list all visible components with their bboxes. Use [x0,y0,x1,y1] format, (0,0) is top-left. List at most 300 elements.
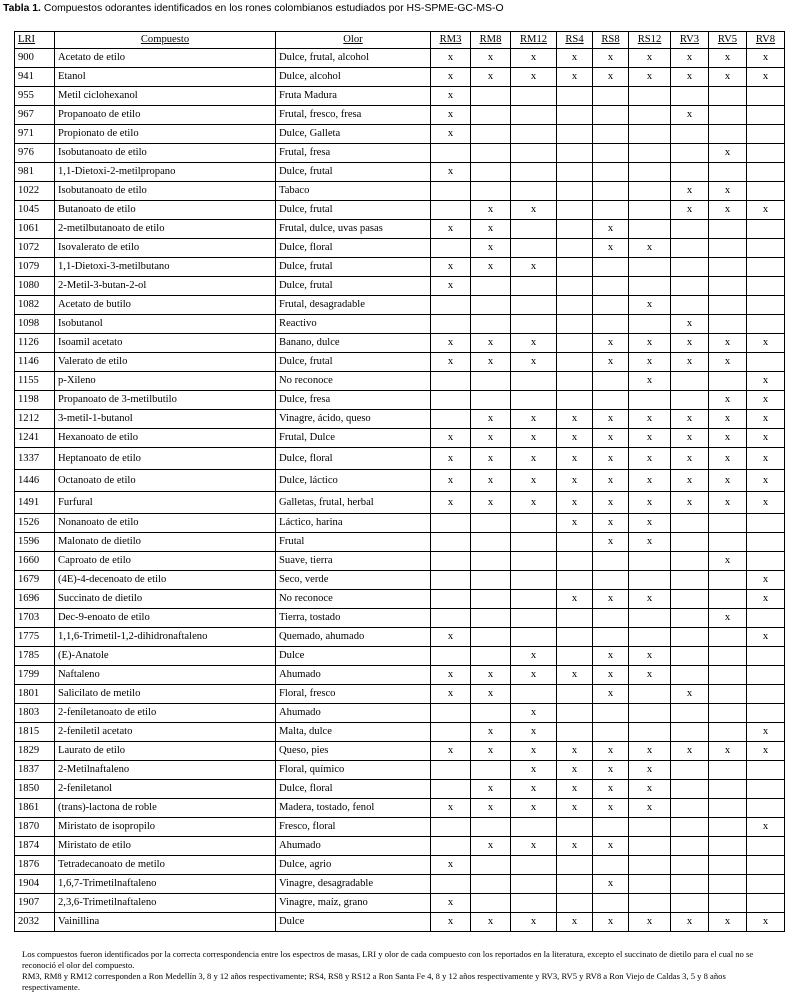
sample-rm8-cell [471,514,511,533]
lri-cell: 1337 [15,448,55,470]
sample-rs8-cell [593,296,629,315]
sample-rv3-cell: x [671,913,709,932]
compound-name-cell: Tetradecanoato de metilo [55,856,276,875]
sample-rv5-cell: x [709,410,747,429]
compound-name-cell: 2-feniletanol [55,780,276,799]
col-header-olor: Olor [276,32,431,49]
sample-rm3-cell [431,780,471,799]
table-row [15,258,785,277]
sample-rv3-cell [671,704,709,723]
sample-rm12-cell [511,552,557,571]
sample-rs4-cell: x [557,470,593,492]
sample-rs4-cell [557,353,593,372]
sample-rs4-cell: x [557,429,593,448]
lri-cell: 1126 [15,334,55,353]
sample-rv3-cell [671,780,709,799]
sample-rs8-cell [593,201,629,220]
sample-rs12-cell: x [629,470,671,492]
sample-rm3-cell [431,315,471,334]
odor-cell: Dulce, floral [276,448,431,470]
sample-rv5-cell [709,87,747,106]
sample-rm3-cell: x [431,87,471,106]
sample-rs12-cell [629,894,671,913]
compound-name-cell: Isobutanoato de etilo [55,144,276,163]
lri-cell: 1080 [15,277,55,296]
sample-rv8-cell [747,780,785,799]
compound-name-cell: Isovalerato de etilo [55,239,276,258]
table-row [15,410,785,429]
sample-rs4-cell [557,628,593,647]
sample-rm3-cell [431,571,471,590]
lri-cell: 1061 [15,220,55,239]
sample-rm3-cell [431,514,471,533]
sample-rm3-cell: x [431,856,471,875]
table-row [15,353,785,372]
sample-rv5-cell: x [709,391,747,410]
sample-rs12-cell: x [629,68,671,87]
sample-rv3-cell: x [671,106,709,125]
sample-rm3-cell: x [431,353,471,372]
lri-cell: 1870 [15,818,55,837]
sample-rv8-cell [747,761,785,780]
sample-rv8-cell [747,125,785,144]
lri-cell: 1098 [15,315,55,334]
table-row [15,647,785,666]
sample-rv3-cell: x [671,492,709,514]
sample-rs12-cell [629,685,671,704]
sample-rs8-cell [593,125,629,144]
sample-rm8-cell [471,552,511,571]
sample-rs12-cell [629,125,671,144]
sample-rv8-cell [747,856,785,875]
sample-rm8-cell: x [471,837,511,856]
sample-rv5-cell [709,894,747,913]
sample-rs8-cell [593,106,629,125]
table-row [15,818,785,837]
compound-name-cell: Heptanoato de etilo [55,448,276,470]
sample-rv3-cell [671,372,709,391]
sample-rv3-cell [671,723,709,742]
sample-rv3-cell: x [671,315,709,334]
sample-rm8-cell: x [471,49,511,68]
sample-rs12-cell: x [629,761,671,780]
sample-rv3-cell: x [671,685,709,704]
compound-name-cell: Valerato de etilo [55,353,276,372]
odor-cell: Láctico, harina [276,514,431,533]
sample-rs12-cell [629,704,671,723]
sample-rm3-cell [431,239,471,258]
table-row [15,144,785,163]
sample-rm8-cell [471,533,511,552]
sample-rs8-cell: x [593,780,629,799]
table-row [15,571,785,590]
sample-rs8-cell: x [593,647,629,666]
odor-cell: Galletas, frutal, herbal [276,492,431,514]
sample-rm12-cell [511,239,557,258]
sample-rs4-cell: x [557,590,593,609]
sample-rs4-cell [557,201,593,220]
table-row [15,87,785,106]
lri-cell: 1904 [15,875,55,894]
col-header-rv5: RV5 [709,32,747,49]
sample-rm12-cell: x [511,913,557,932]
compound-name-cell: Propionato de etilo [55,125,276,144]
sample-rv3-cell [671,628,709,647]
sample-rm8-cell: x [471,334,511,353]
compound-name-cell: Isobutanol [55,315,276,334]
sample-rs4-cell [557,704,593,723]
sample-rv8-cell: x [747,68,785,87]
table-row [15,514,785,533]
sample-rm12-cell [511,685,557,704]
sample-rv5-cell [709,647,747,666]
lri-cell: 1837 [15,761,55,780]
lri-cell: 1874 [15,837,55,856]
sample-rs8-cell: x [593,761,629,780]
sample-rv8-cell [747,182,785,201]
sample-rs4-cell [557,258,593,277]
sample-rm8-cell [471,647,511,666]
sample-rm8-cell: x [471,913,511,932]
sample-rv8-cell [747,704,785,723]
sample-rv3-cell [671,894,709,913]
lri-cell: 1799 [15,666,55,685]
sample-rv8-cell [747,685,785,704]
odor-cell: Dulce [276,913,431,932]
sample-rv3-cell [671,818,709,837]
sample-rv5-cell: x [709,144,747,163]
compound-name-cell: (trans)-lactona de roble [55,799,276,818]
compound-name-cell: 2-Metil-3-butan-2-ol [55,277,276,296]
sample-rs8-cell [593,391,629,410]
sample-rm3-cell [431,647,471,666]
sample-rs8-cell [593,894,629,913]
sample-rv8-cell [747,87,785,106]
sample-rs8-cell [593,258,629,277]
lri-cell: 1045 [15,201,55,220]
sample-rm12-cell: x [511,780,557,799]
table-row [15,837,785,856]
sample-rm3-cell: x [431,666,471,685]
sample-rv8-cell [747,533,785,552]
sample-rm3-cell [431,372,471,391]
lri-cell: 1876 [15,856,55,875]
sample-rv3-cell [671,647,709,666]
sample-rm3-cell: x [431,628,471,647]
sample-rs8-cell: x [593,666,629,685]
table-body [15,49,785,932]
sample-rm12-cell [511,628,557,647]
compound-name-cell: 2-metilbutanoato de etilo [55,220,276,239]
sample-rs4-cell: x [557,49,593,68]
sample-rv5-cell [709,875,747,894]
odor-cell: Frutal [276,533,431,552]
sample-rv3-cell [671,220,709,239]
table-row [15,799,785,818]
lri-cell: 1829 [15,742,55,761]
sample-rv8-cell [747,514,785,533]
sample-rs8-cell [593,182,629,201]
sample-rv5-cell [709,163,747,182]
sample-rm3-cell: x [431,470,471,492]
sample-rs8-cell: x [593,837,629,856]
lri-cell: 1596 [15,533,55,552]
sample-rm8-cell [471,856,511,875]
sample-rv8-cell: x [747,628,785,647]
sample-rv5-cell: x [709,201,747,220]
sample-rv8-cell: x [747,372,785,391]
sample-rv5-cell [709,315,747,334]
sample-rm12-cell: x [511,410,557,429]
sample-rs8-cell [593,628,629,647]
sample-rv5-cell [709,372,747,391]
lri-cell: 1446 [15,470,55,492]
table-row [15,590,785,609]
odor-cell: Dulce, frutal, alcohol [276,49,431,68]
odor-cell: Floral, químico [276,761,431,780]
sample-rv5-cell: x [709,492,747,514]
sample-rv3-cell: x [671,68,709,87]
sample-rs12-cell: x [629,647,671,666]
sample-rv5-cell: x [709,334,747,353]
compound-name-cell: 1,1-Dietoxi-2-metilpropano [55,163,276,182]
sample-rm3-cell: x [431,913,471,932]
sample-rs4-cell [557,125,593,144]
sample-rm12-cell [511,163,557,182]
sample-rv8-cell [747,837,785,856]
sample-rs4-cell [557,220,593,239]
sample-rs12-cell [629,87,671,106]
lri-cell: 971 [15,125,55,144]
sample-rm12-cell [511,875,557,894]
sample-rm3-cell: x [431,492,471,514]
table-row [15,372,785,391]
sample-rs12-cell [629,391,671,410]
odor-cell: Vinagre, desagradable [276,875,431,894]
table-row [15,125,785,144]
sample-rv3-cell [671,799,709,818]
sample-rm12-cell: x [511,258,557,277]
table-title [3,3,504,14]
odor-cell: Dulce, láctico [276,470,431,492]
table-row [15,628,785,647]
sample-rv8-cell [747,106,785,125]
sample-rm12-cell [511,372,557,391]
sample-rm12-cell [511,609,557,628]
lri-cell: 1907 [15,894,55,913]
lri-cell: 1803 [15,704,55,723]
sample-rm8-cell [471,296,511,315]
sample-rm12-cell [511,818,557,837]
sample-rm3-cell: x [431,106,471,125]
sample-rv8-cell [747,239,785,258]
sample-rs4-cell: x [557,780,593,799]
lri-cell: 967 [15,106,55,125]
lri-cell: 1850 [15,780,55,799]
table-footnotes [22,949,782,993]
sample-rv3-cell [671,87,709,106]
odor-cell: Ahumado [276,704,431,723]
sample-rm3-cell: x [431,742,471,761]
sample-rm8-cell [471,277,511,296]
table-row [15,182,785,201]
sample-rv3-cell: x [671,49,709,68]
sample-rv5-cell [709,571,747,590]
lri-cell: 1212 [15,410,55,429]
sample-rm3-cell: x [431,68,471,87]
sample-rs4-cell [557,571,593,590]
sample-rm12-cell: x [511,723,557,742]
odor-cell: Tabaco [276,182,431,201]
compound-name-cell: Miristato de isopropilo [55,818,276,837]
lri-cell: 900 [15,49,55,68]
sample-rv8-cell: x [747,201,785,220]
sample-rs8-cell [593,315,629,334]
sample-rm8-cell: x [471,220,511,239]
col-header-rv3: RV3 [671,32,709,49]
lri-cell: 976 [15,144,55,163]
lri-cell: 1801 [15,685,55,704]
sample-rm8-cell: x [471,429,511,448]
sample-rm8-cell: x [471,258,511,277]
sample-rs8-cell [593,372,629,391]
sample-rs12-cell [629,106,671,125]
table-row [15,334,785,353]
table-row [15,875,785,894]
sample-rm12-cell: x [511,742,557,761]
sample-rv3-cell [671,296,709,315]
sample-rm8-cell [471,609,511,628]
sample-rv3-cell: x [671,182,709,201]
sample-rm12-cell: x [511,492,557,514]
table-row [15,780,785,799]
lri-cell: 1022 [15,182,55,201]
sample-rs4-cell [557,163,593,182]
sample-rm12-cell [511,277,557,296]
table-row [15,533,785,552]
sample-rv3-cell: x [671,353,709,372]
sample-rv3-cell: x [671,334,709,353]
sample-rm8-cell: x [471,492,511,514]
col-header-rs8: RS8 [593,32,629,49]
sample-rv5-cell [709,761,747,780]
sample-rv3-cell [671,239,709,258]
sample-rv8-cell: x [747,818,785,837]
lri-cell: 1696 [15,590,55,609]
odor-cell: Ahumado [276,837,431,856]
sample-rs8-cell: x [593,799,629,818]
sample-rs4-cell: x [557,837,593,856]
sample-rm8-cell [471,144,511,163]
sample-rv5-cell [709,628,747,647]
sample-rm12-cell: x [511,49,557,68]
sample-rs8-cell [593,609,629,628]
sample-rs4-cell: x [557,666,593,685]
sample-rs12-cell [629,818,671,837]
col-header-compuesto: Compuesto [55,32,276,49]
sample-rs4-cell [557,106,593,125]
sample-rv8-cell: x [747,492,785,514]
sample-rs12-cell [629,609,671,628]
sample-rm8-cell: x [471,68,511,87]
table-row [15,704,785,723]
sample-rm3-cell: x [431,163,471,182]
table-row [15,492,785,514]
table-row [15,391,785,410]
sample-rm3-cell: x [431,448,471,470]
compound-name-cell: Nonanoato de etilo [55,514,276,533]
sample-rm8-cell [471,875,511,894]
sample-rv5-cell: x [709,182,747,201]
sample-rm8-cell [471,818,511,837]
sample-rv8-cell: x [747,49,785,68]
sample-rm3-cell [431,818,471,837]
compound-name-cell: Acetato de butilo [55,296,276,315]
sample-rs12-cell: x [629,533,671,552]
sample-rs8-cell [593,144,629,163]
col-header-rm12: RM12 [511,32,557,49]
compound-name-cell: 2,3,6-Trimetilnaftaleno [55,894,276,913]
sample-rm12-cell: x [511,334,557,353]
sample-rv3-cell [671,391,709,410]
sample-rv8-cell [747,552,785,571]
sample-rs8-cell: x [593,514,629,533]
sample-rv3-cell: x [671,429,709,448]
sample-rs12-cell: x [629,913,671,932]
sample-rv5-cell [709,239,747,258]
sample-rs12-cell [629,856,671,875]
sample-rv3-cell: x [671,742,709,761]
sample-rm8-cell [471,704,511,723]
sample-rs4-cell [557,391,593,410]
odor-cell: Tierra, tostado [276,609,431,628]
sample-rm8-cell: x [471,410,511,429]
odor-cell: Dulce, agrio [276,856,431,875]
odor-cell: Ahumado [276,666,431,685]
sample-rm3-cell: x [431,334,471,353]
compounds-table [14,31,785,932]
sample-rm3-cell: x [431,220,471,239]
sample-rs4-cell [557,685,593,704]
sample-rs8-cell: x [593,533,629,552]
sample-rm12-cell [511,391,557,410]
sample-rs8-cell: x [593,492,629,514]
odor-cell: Dulce, frutal [276,163,431,182]
sample-rv8-cell: x [747,334,785,353]
odor-cell: Floral, fresco [276,685,431,704]
sample-rv3-cell: x [671,201,709,220]
compound-name-cell: Miristato de etilo [55,837,276,856]
sample-rs4-cell [557,818,593,837]
odor-cell: Quemado, ahumado [276,628,431,647]
compound-name-cell: 2-feniletil acetato [55,723,276,742]
sample-rm8-cell: x [471,666,511,685]
sample-rm3-cell: x [431,125,471,144]
sample-rv5-cell: x [709,429,747,448]
compound-name-cell: 3-metil-1-butanol [55,410,276,429]
lri-cell: 1198 [15,391,55,410]
sample-rs12-cell: x [629,49,671,68]
sample-rm8-cell [471,315,511,334]
sample-rm3-cell [431,761,471,780]
sample-rm12-cell [511,533,557,552]
compound-name-cell: Naftaleno [55,666,276,685]
sample-rm3-cell [431,723,471,742]
sample-rm8-cell [471,163,511,182]
sample-rv8-cell: x [747,571,785,590]
sample-rm8-cell [471,125,511,144]
sample-rs4-cell [557,315,593,334]
